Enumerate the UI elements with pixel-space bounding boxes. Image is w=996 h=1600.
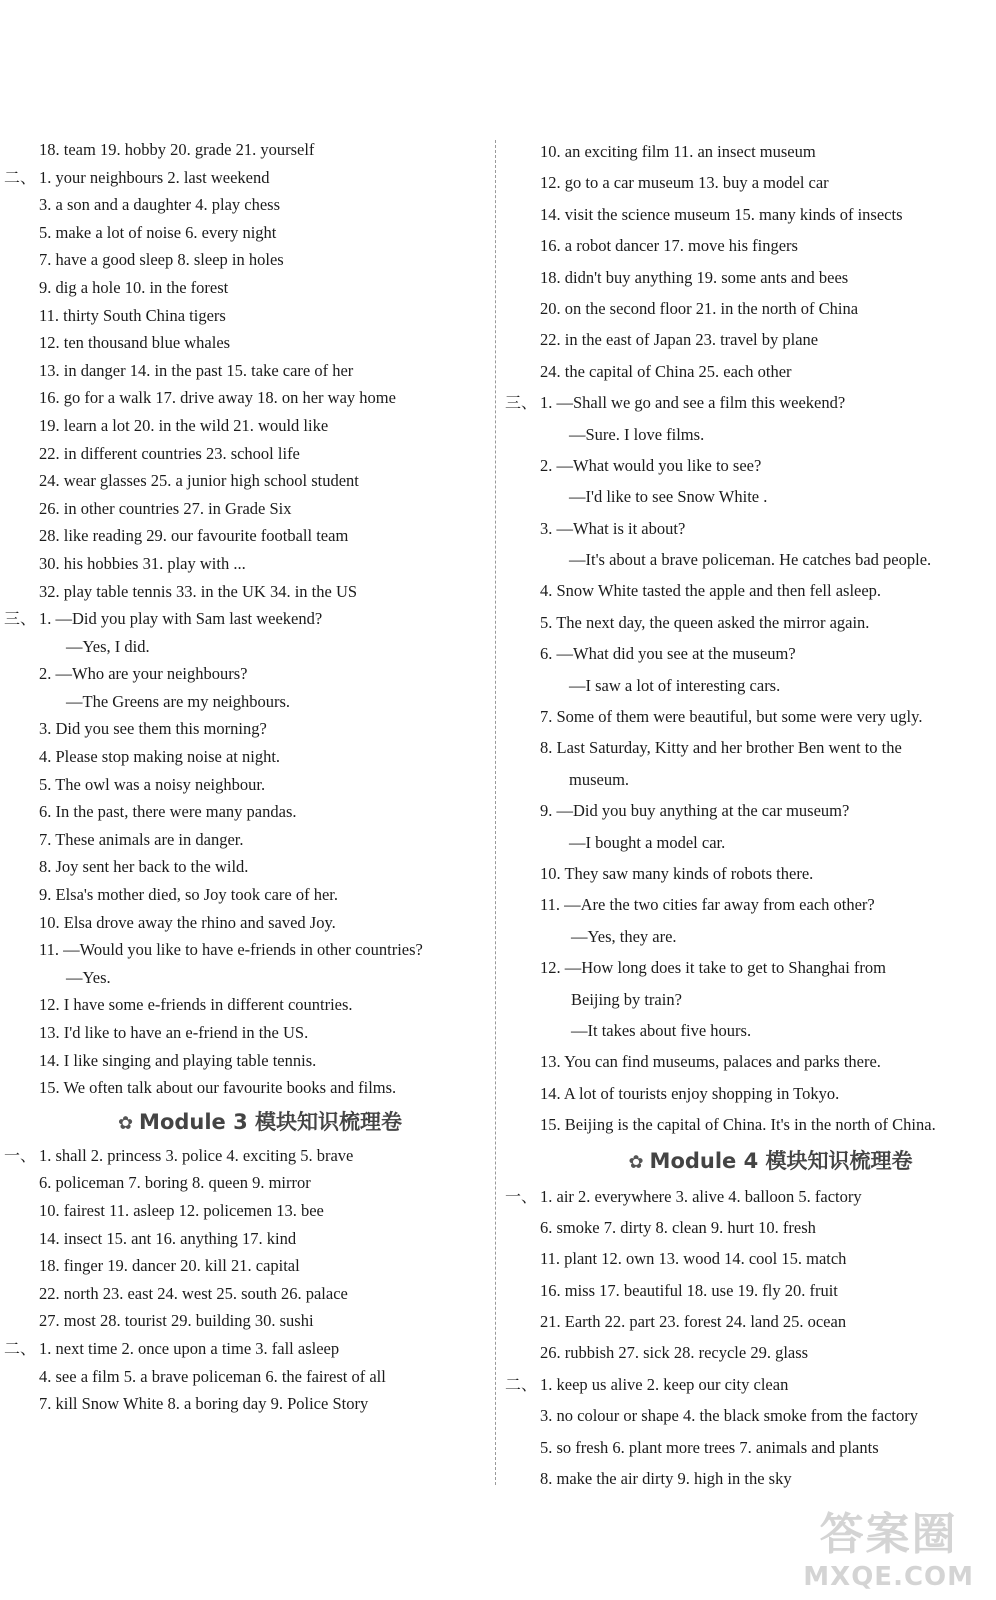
answer-text: 9. Elsa's mother died, so Joy took care of her. xyxy=(39,885,338,905)
answer-line xyxy=(0,1074,490,1102)
answer-text: 10. Elsa drove away the rhino and saved Joy. xyxy=(39,912,336,932)
answer-line xyxy=(0,771,490,799)
answer-text: 22. in different countries 23. school life xyxy=(39,443,300,463)
answer-text: —It's about a brave policeman. He catches bad people. xyxy=(569,550,932,570)
answer-text: 3. a son and a daughter 4. play chess xyxy=(39,195,281,215)
answer-text: 26. rubbish 27. sick 28. recycle 29. glass xyxy=(540,1343,809,1363)
answer-line xyxy=(505,513,996,544)
answer-line xyxy=(505,889,996,920)
answer-text: 18. finger 19. dancer 20. kill 21. capital xyxy=(39,1256,300,1276)
answer-line xyxy=(505,1337,996,1368)
answer-line xyxy=(0,384,490,412)
answer-line xyxy=(505,387,996,418)
answer-text: 10. fairest 11. asleep 12. policemen 13. bee xyxy=(39,1200,324,1220)
answer-line xyxy=(0,1307,490,1335)
answer-line xyxy=(505,293,996,324)
answer-text: 20. on the second floor 21. in the north of China xyxy=(540,298,859,318)
answer-text: —Yes, I did. xyxy=(66,636,150,656)
answer-text: —I bought a model car. xyxy=(569,832,726,852)
answer-text: 3. Did you see them this morning? xyxy=(39,719,267,739)
answer-text: 18. team 19. hobby 20. grade 21. yourself xyxy=(39,140,315,159)
answer-text: 11. plant 12. own 13. wood 14. cool 15. match xyxy=(540,1249,847,1269)
section-marker: 二、 xyxy=(505,1374,538,1394)
answer-line xyxy=(505,858,996,889)
answer-line xyxy=(0,853,490,881)
answer-text: 7. Some of them were beautiful, but some were very ugly. xyxy=(540,707,923,727)
answer-text: 2. —Who are your neighbours? xyxy=(39,664,248,684)
answer-line xyxy=(0,467,490,495)
answer-text: 14. visit the science museum 15. many kinds of insects xyxy=(540,204,903,224)
answer-line xyxy=(505,764,996,795)
answer-line xyxy=(505,136,996,167)
answer-line xyxy=(505,795,996,826)
answer-text: —I saw a lot of interesting cars. xyxy=(569,675,781,695)
answer-text: 8. Joy sent her back to the wild. xyxy=(39,857,249,877)
answer-text: —The Greens are my neighbours. xyxy=(66,691,291,711)
answer-text: —Yes. xyxy=(66,967,111,987)
answer-line xyxy=(0,191,490,219)
answer-text: 2. —What would you like to see? xyxy=(540,455,762,475)
answer-text: 10. They saw many kinds of robots there. xyxy=(540,863,814,883)
answer-line xyxy=(505,575,996,606)
answer-line xyxy=(505,1078,996,1109)
answer-text: 5. so fresh 6. plant more trees 7. animals and plants xyxy=(540,1437,879,1457)
answer-text: 1. shall 2. princess 3. police 4. exciting 5. brave xyxy=(39,1145,354,1165)
answer-line xyxy=(505,419,996,450)
answer-line xyxy=(505,1015,996,1046)
answer-text: 12. —How long does it take to get to Shanghai from xyxy=(540,958,886,978)
answer-text: 3. —What is it about? xyxy=(540,518,686,538)
answer-text: 8. make the air dirty 9. high in the sky xyxy=(540,1469,792,1489)
answer-line xyxy=(0,1335,490,1363)
watermark-logo xyxy=(803,1498,974,1592)
answer-line xyxy=(505,450,996,481)
answer-text: —I'd like to see Snow White . xyxy=(569,487,768,507)
answer-text: 1. your neighbours 2. last weekend xyxy=(39,167,270,187)
module-heading-text: Module 4 模块知识梳理卷 xyxy=(649,1148,913,1173)
answer-line xyxy=(505,262,996,293)
answer-text: 5. make a lot of noise 6. every night xyxy=(39,222,277,242)
answer-line xyxy=(505,1400,996,1431)
answer-line xyxy=(0,1280,490,1308)
answer-text: 30. his hobbies 31. play with ... xyxy=(39,553,246,573)
answer-line xyxy=(505,638,996,669)
answer-text: 10. an exciting film 11. an insect museum xyxy=(540,142,816,161)
answer-line xyxy=(505,324,996,355)
answer-line xyxy=(505,607,996,638)
answer-text: 5. The next day, the queen asked the mirror again. xyxy=(540,612,870,632)
answer-line xyxy=(0,1019,490,1047)
answer-text: 26. in other countries 27. in Grade Six xyxy=(39,498,292,518)
answer-text: 1. next time 2. once upon a time 3. fall asleep xyxy=(39,1338,340,1358)
answer-text: 24. the capital of China 25. each other xyxy=(540,361,792,381)
section-marker: 一、 xyxy=(4,1145,37,1165)
answer-text: 14. I like singing and playing table tennis. xyxy=(39,1050,317,1070)
answer-text: 13. You can find museums, palaces and parks there. xyxy=(540,1052,881,1072)
answer-line xyxy=(0,357,490,385)
column-divider xyxy=(495,140,496,1485)
answer-line xyxy=(0,136,490,164)
answer-line xyxy=(0,743,490,771)
answer-line xyxy=(0,881,490,909)
answer-line xyxy=(0,1169,490,1197)
answer-text: 14. insect 15. ant 16. anything 17. kind xyxy=(39,1228,297,1248)
answer-text: 21. Earth 22. part 23. forest 24. land 25. ocean xyxy=(540,1312,847,1332)
answer-line xyxy=(505,1243,996,1274)
answer-line xyxy=(505,1181,996,1212)
module-heading-text: Module 3 模块知识梳理卷 xyxy=(139,1109,403,1134)
answer-line xyxy=(0,964,490,992)
answer-line xyxy=(0,329,490,357)
answer-text: 1. —Shall we go and see a film this weekend? xyxy=(540,393,846,413)
answer-text: 1. keep us alive 2. keep our city clean xyxy=(540,1374,789,1394)
answer-line xyxy=(0,1363,490,1391)
answer-text: 12. go to a car museum 13. buy a model car xyxy=(540,173,829,193)
watermark-url: MXQE.COM xyxy=(803,1562,974,1592)
answer-line xyxy=(0,1252,490,1280)
answer-text: 9. dig a hole 10. in the forest xyxy=(39,277,229,297)
answer-text: 19. learn a lot 20. in the wild 21. would like xyxy=(39,415,329,435)
answer-line xyxy=(0,495,490,523)
answer-text: 7. kill Snow White 8. a boring day 9. Police Story xyxy=(39,1394,369,1414)
answer-line xyxy=(505,1212,996,1243)
answer-text: 11. —Are the two cities far away from each other? xyxy=(540,895,875,915)
module-heading xyxy=(505,1141,996,1181)
answer-line xyxy=(505,230,996,261)
answer-line xyxy=(505,827,996,858)
section-marker: 二、 xyxy=(4,167,37,187)
answer-text: 22. north 23. east 24. west 25. south 26. palace xyxy=(39,1283,348,1303)
answer-text: 11. —Would you like to have e-friends in other countries? xyxy=(39,940,423,960)
answer-text: 6. —What did you see at the museum? xyxy=(540,644,796,664)
paw-icon: ✿ xyxy=(628,1151,644,1173)
answer-line xyxy=(505,1369,996,1400)
answer-line xyxy=(0,826,490,854)
answer-line xyxy=(0,991,490,1019)
answer-line xyxy=(0,522,490,550)
answer-line xyxy=(0,798,490,826)
answer-text: 13. I'd like to have an e-friend in the US. xyxy=(39,1023,309,1042)
answer-text: 6. In the past, there were many pandas. xyxy=(39,802,297,822)
answer-line xyxy=(0,1142,490,1170)
answer-line xyxy=(505,1306,996,1337)
answer-line xyxy=(505,732,996,763)
answer-line xyxy=(505,167,996,198)
answer-line xyxy=(505,481,996,512)
answer-text: 12. I have some e-friends in different countries. xyxy=(39,995,353,1015)
answer-line xyxy=(0,909,490,937)
answer-line xyxy=(0,274,490,302)
answer-line xyxy=(0,246,490,274)
answer-line xyxy=(0,688,490,716)
answer-line xyxy=(0,302,490,330)
answer-text: 15. Beijing is the capital of China. It's in the north of China. xyxy=(540,1115,936,1135)
answer-line xyxy=(505,1275,996,1306)
answer-line xyxy=(505,701,996,732)
answer-line xyxy=(0,219,490,247)
answer-text: 28. like reading 29. our favourite football team xyxy=(39,526,349,546)
answer-text: 5. The owl was a noisy neighbour. xyxy=(39,774,266,794)
answer-text: museum. xyxy=(569,769,630,789)
answer-line xyxy=(0,715,490,743)
answer-line xyxy=(0,550,490,578)
answer-text: 6. policeman 7. boring 8. queen 9. mirror xyxy=(39,1173,311,1193)
answer-text: 8. Last Saturday, Kitty and her brother Ben went to the xyxy=(540,738,902,758)
answer-text: 14. A lot of tourists enjoy shopping in Tokyo. xyxy=(540,1083,840,1103)
answer-line xyxy=(0,1225,490,1253)
answer-text: 7. These animals are in danger. xyxy=(39,829,244,849)
answer-text: 3. no colour or shape 4. the black smoke from the factory xyxy=(540,1406,919,1426)
answer-text: 16. miss 17. beautiful 18. use 19. fly 20. fruit xyxy=(540,1280,838,1300)
answer-text: 1. —Did you play with Sam last weekend? xyxy=(39,609,323,629)
answer-line xyxy=(505,1109,996,1140)
section-marker: 三、 xyxy=(505,393,538,413)
watermark-text: 答案圈 xyxy=(819,1509,958,1560)
answer-text: 13. in danger 14. in the past 15. take care of her xyxy=(39,360,354,380)
answer-text: 15. We often talk about our favourite books and films. xyxy=(39,1078,397,1098)
left-column xyxy=(0,136,490,1418)
answer-line xyxy=(505,1463,996,1494)
answer-text: 24. wear glasses 25. a junior high school student xyxy=(39,471,359,491)
answer-line xyxy=(505,984,996,1015)
answer-line xyxy=(0,1047,490,1075)
answer-text: 7. have a good sleep 8. sleep in holes xyxy=(39,250,284,270)
answer-text: 16. go for a walk 17. drive away 18. on her way home xyxy=(39,388,396,408)
answer-line xyxy=(0,660,490,688)
section-marker: 二、 xyxy=(4,1338,37,1358)
answer-text: 6. smoke 7. dirty 8. clean 9. hurt 10. fresh xyxy=(540,1217,816,1237)
answer-line xyxy=(505,670,996,701)
answer-text: 4. Please stop making noise at night. xyxy=(39,747,281,767)
paw-icon: ✿ xyxy=(117,1112,134,1134)
answer-text: —It takes about five hours. xyxy=(571,1020,752,1040)
answer-text: 12. ten thousand blue whales xyxy=(39,333,231,353)
answer-text: 32. play table tennis 33. in the UK 34. in the US xyxy=(39,581,358,601)
answer-line xyxy=(0,633,490,661)
answer-text: 9. —Did you buy anything at the car museum? xyxy=(540,801,850,821)
answer-text: 16. a robot dancer 17. move his fingers xyxy=(540,236,798,256)
answer-line xyxy=(0,164,490,192)
answer-line xyxy=(0,605,490,633)
answer-text: —Sure. I love films. xyxy=(569,424,705,444)
module-heading xyxy=(0,1102,490,1142)
answer-text: 4. Snow White tasted the apple and then fell asleep. xyxy=(540,581,882,601)
answer-line xyxy=(505,952,996,983)
answer-text: 11. thirty South China tigers xyxy=(39,305,226,325)
section-marker: 三、 xyxy=(4,609,37,629)
answer-line xyxy=(505,921,996,952)
section-marker: 一、 xyxy=(505,1186,538,1206)
answer-text: 4. see a film 5. a brave policeman 6. the fairest of all xyxy=(39,1366,386,1386)
answer-line xyxy=(505,1046,996,1077)
answer-text: 18. didn't buy anything 19. some ants and bees xyxy=(540,267,849,287)
answer-line xyxy=(0,1197,490,1225)
answer-line xyxy=(505,199,996,230)
answer-line xyxy=(0,578,490,606)
answer-line xyxy=(0,1390,490,1418)
answer-line xyxy=(505,544,996,575)
right-column xyxy=(505,136,996,1494)
answer-text: —Yes, they are. xyxy=(571,926,677,946)
answer-text: 27. most 28. tourist 29. building 30. sushi xyxy=(39,1311,314,1331)
answer-line xyxy=(0,412,490,440)
answer-line xyxy=(505,356,996,387)
answer-line xyxy=(505,1432,996,1463)
answer-line xyxy=(0,936,490,964)
answer-text: Beijing by train? xyxy=(571,989,682,1009)
answer-text: 22. in the east of Japan 23. travel by plane xyxy=(540,330,819,350)
answer-line xyxy=(0,440,490,468)
answer-text: 1. air 2. everywhere 3. alive 4. balloon 5. factory xyxy=(540,1186,862,1206)
